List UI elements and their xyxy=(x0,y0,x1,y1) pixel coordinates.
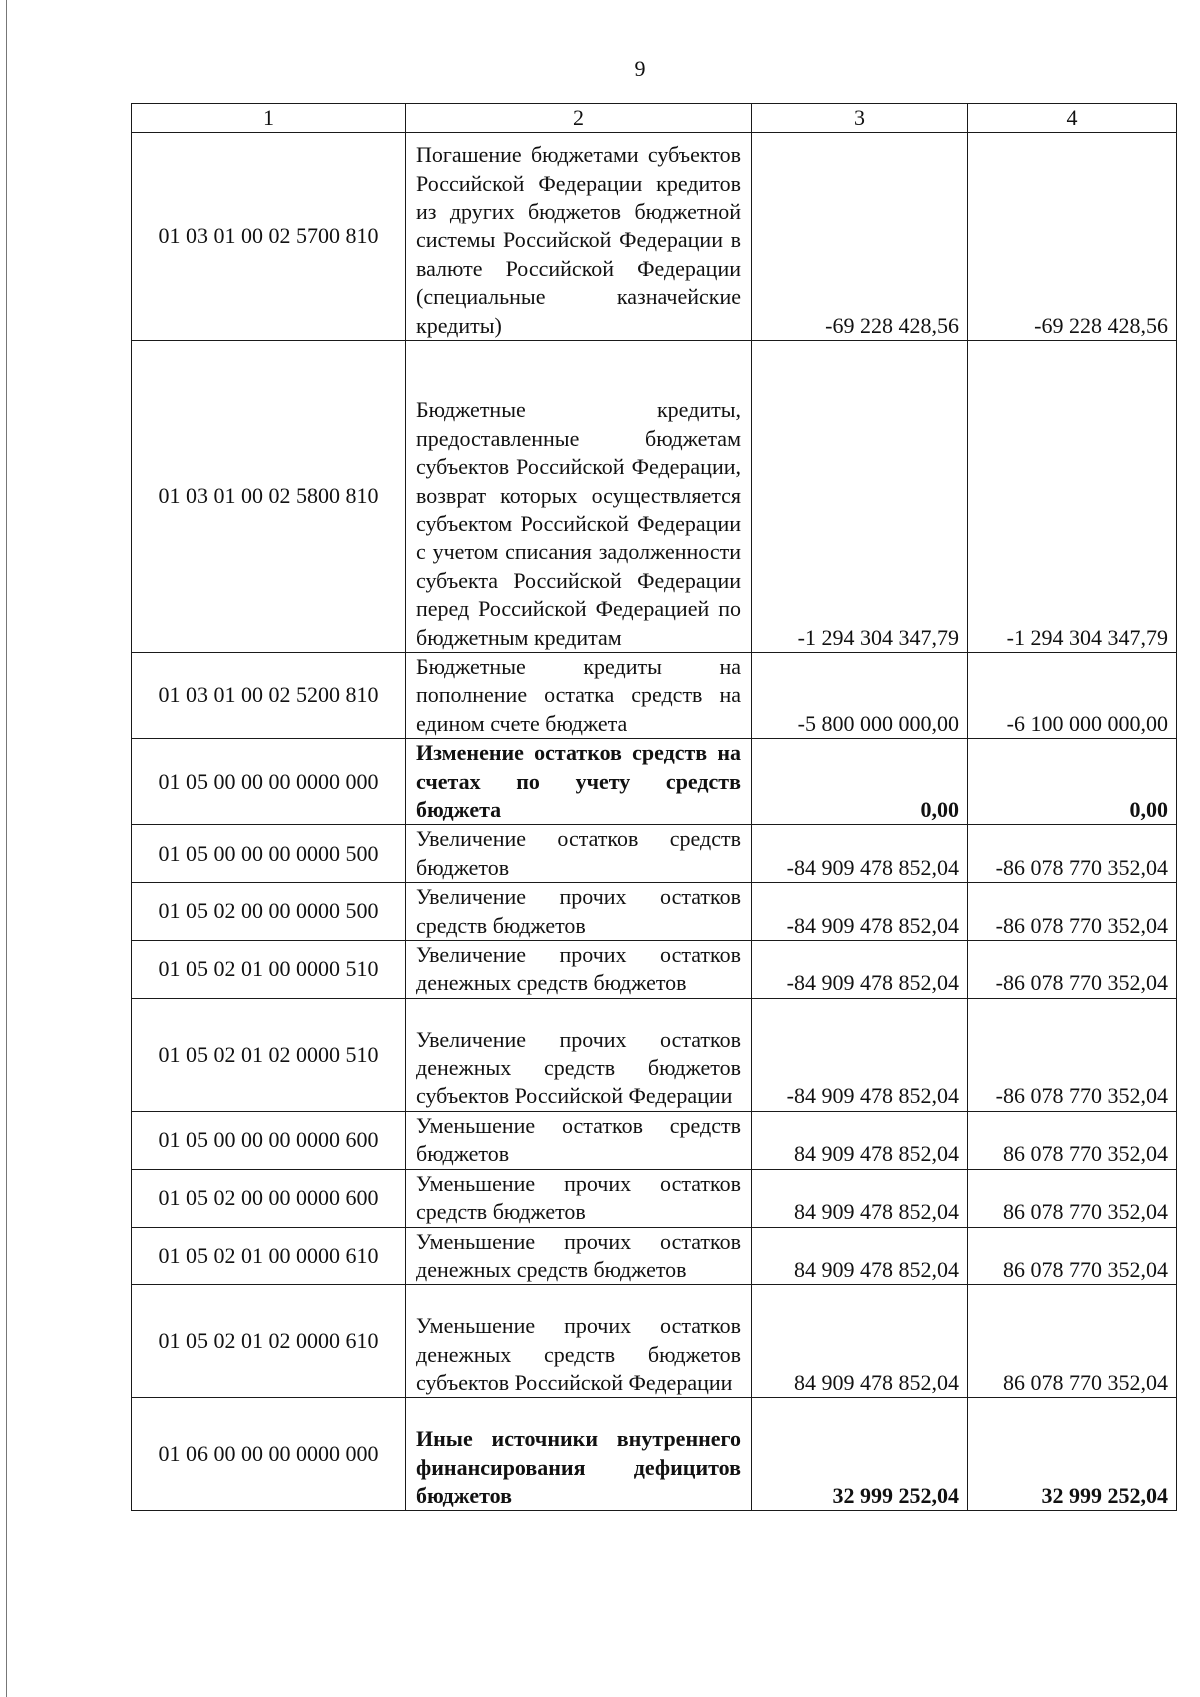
row-code: 01 05 00 00 00 0000 000 xyxy=(132,739,406,825)
table-row-total xyxy=(132,739,1177,825)
row-code: 01 05 02 01 00 0000 510 xyxy=(132,941,406,999)
row-code: 01 03 01 00 02 5700 810 xyxy=(132,133,406,341)
row-code: 01 05 00 00 00 0000 600 xyxy=(132,1111,406,1169)
row-value-col4: -86 078 770 352,04 xyxy=(968,941,1177,999)
table-row xyxy=(132,883,1177,941)
row-name: Увеличение остатков средств бюджетов xyxy=(406,825,752,883)
row-name: Погашение бюджетами субъектов Российской Федерации кредитов из других бюджетов бюджетной системы Российской Федерации в валюте Российской Федерации (специальные казначейские кредиты) xyxy=(406,133,752,341)
row-code: 01 06 00 00 00 0000 000 xyxy=(132,1398,406,1511)
table-row xyxy=(132,653,1177,739)
row-name: Иные источники внутреннего финансирования дефицитов бюджетов xyxy=(406,1398,752,1511)
row-value-col3: 84 909 478 852,04 xyxy=(752,1227,968,1285)
page-number: 9 xyxy=(634,56,646,81)
row-value-col4: 86 078 770 352,04 xyxy=(968,1169,1177,1227)
row-name: Изменение остатков средств на счетах по учету средств бюджета xyxy=(406,739,752,825)
row-value-col3: -84 909 478 852,04 xyxy=(752,998,968,1111)
row-name: Уменьшение остатков средств бюджетов xyxy=(406,1111,752,1169)
row-value-col3: 84 909 478 852,04 xyxy=(752,1111,968,1169)
table-row xyxy=(132,941,1177,999)
row-value-col4: -1 294 304 347,79 xyxy=(968,341,1177,653)
row-value-col4: 86 078 770 352,04 xyxy=(968,1285,1177,1398)
row-value-col4: -86 078 770 352,04 xyxy=(968,883,1177,941)
table-row xyxy=(132,341,1177,653)
row-value-col3: -84 909 478 852,04 xyxy=(752,941,968,999)
row-value-col3: 84 909 478 852,04 xyxy=(752,1285,968,1398)
row-name: Уменьшение прочих остатков денежных средств бюджетов xyxy=(406,1227,752,1285)
row-value-col4: -86 078 770 352,04 xyxy=(968,998,1177,1111)
row-code: 01 05 02 01 00 0000 610 xyxy=(132,1227,406,1285)
row-value-col4: 0,00 xyxy=(968,739,1177,825)
row-code: 01 03 01 00 02 5200 810 xyxy=(132,653,406,739)
page-edge-line xyxy=(6,0,7,1697)
column-header-3: 3 xyxy=(752,104,968,133)
table-row xyxy=(132,825,1177,883)
row-code: 01 05 02 01 02 0000 610 xyxy=(132,1285,406,1398)
table-row xyxy=(132,1111,1177,1169)
table-row xyxy=(132,1227,1177,1285)
row-value-col4: -69 228 428,56 xyxy=(968,133,1177,341)
table-header-row xyxy=(132,104,1177,133)
row-value-col3: -84 909 478 852,04 xyxy=(752,825,968,883)
row-value-col3: 32 999 252,04 xyxy=(752,1398,968,1511)
column-header-2: 2 xyxy=(406,104,752,133)
row-name: Увеличение прочих остатков средств бюджетов xyxy=(406,883,752,941)
row-value-col4: 86 078 770 352,04 xyxy=(968,1111,1177,1169)
row-value-col3: -5 800 000 000,00 xyxy=(752,653,968,739)
row-value-col4: -6 100 000 000,00 xyxy=(968,653,1177,739)
row-code: 01 03 01 00 02 5800 810 xyxy=(132,341,406,653)
row-name: Бюджетные кредиты, предоставленные бюджетам субъектов Российской Федерации, возврат которых осуществляется субъектом Российской Федерации с учетом списания задолженности субъекта Российской Федерации перед Российской Федерацией по бюджетным кредитам xyxy=(406,341,752,653)
table-row xyxy=(132,998,1177,1111)
row-value-col3: -84 909 478 852,04 xyxy=(752,883,968,941)
row-value-col4: -86 078 770 352,04 xyxy=(968,825,1177,883)
row-code: 01 05 02 01 02 0000 510 xyxy=(132,998,406,1111)
row-value-col3: -69 228 428,56 xyxy=(752,133,968,341)
row-name: Увеличение прочих остатков денежных средств бюджетов субъектов Российской Федерации xyxy=(406,998,752,1111)
row-name: Уменьшение прочих остатков денежных средств бюджетов субъектов Российской Федерации xyxy=(406,1285,752,1398)
column-header-1: 1 xyxy=(132,104,406,133)
row-name: Бюджетные кредиты на пополнение остатка средств на едином счете бюджета xyxy=(406,653,752,739)
table-row xyxy=(132,133,1177,341)
row-value-col4: 86 078 770 352,04 xyxy=(968,1227,1177,1285)
row-value-col4: 32 999 252,04 xyxy=(968,1398,1177,1511)
row-value-col3: 84 909 478 852,04 xyxy=(752,1169,968,1227)
table-row xyxy=(132,1285,1177,1398)
row-value-col3: 0,00 xyxy=(752,739,968,825)
row-name: Уменьшение прочих остатков средств бюджетов xyxy=(406,1169,752,1227)
budget-sources-table xyxy=(131,103,1177,1511)
column-header-4: 4 xyxy=(968,104,1177,133)
row-name: Увеличение прочих остатков денежных средств бюджетов xyxy=(406,941,752,999)
table-row-total xyxy=(132,1398,1177,1511)
row-value-col3: -1 294 304 347,79 xyxy=(752,341,968,653)
row-code: 01 05 00 00 00 0000 500 xyxy=(132,825,406,883)
row-code: 01 05 02 00 00 0000 500 xyxy=(132,883,406,941)
table-row xyxy=(132,1169,1177,1227)
row-code: 01 05 02 00 00 0000 600 xyxy=(132,1169,406,1227)
